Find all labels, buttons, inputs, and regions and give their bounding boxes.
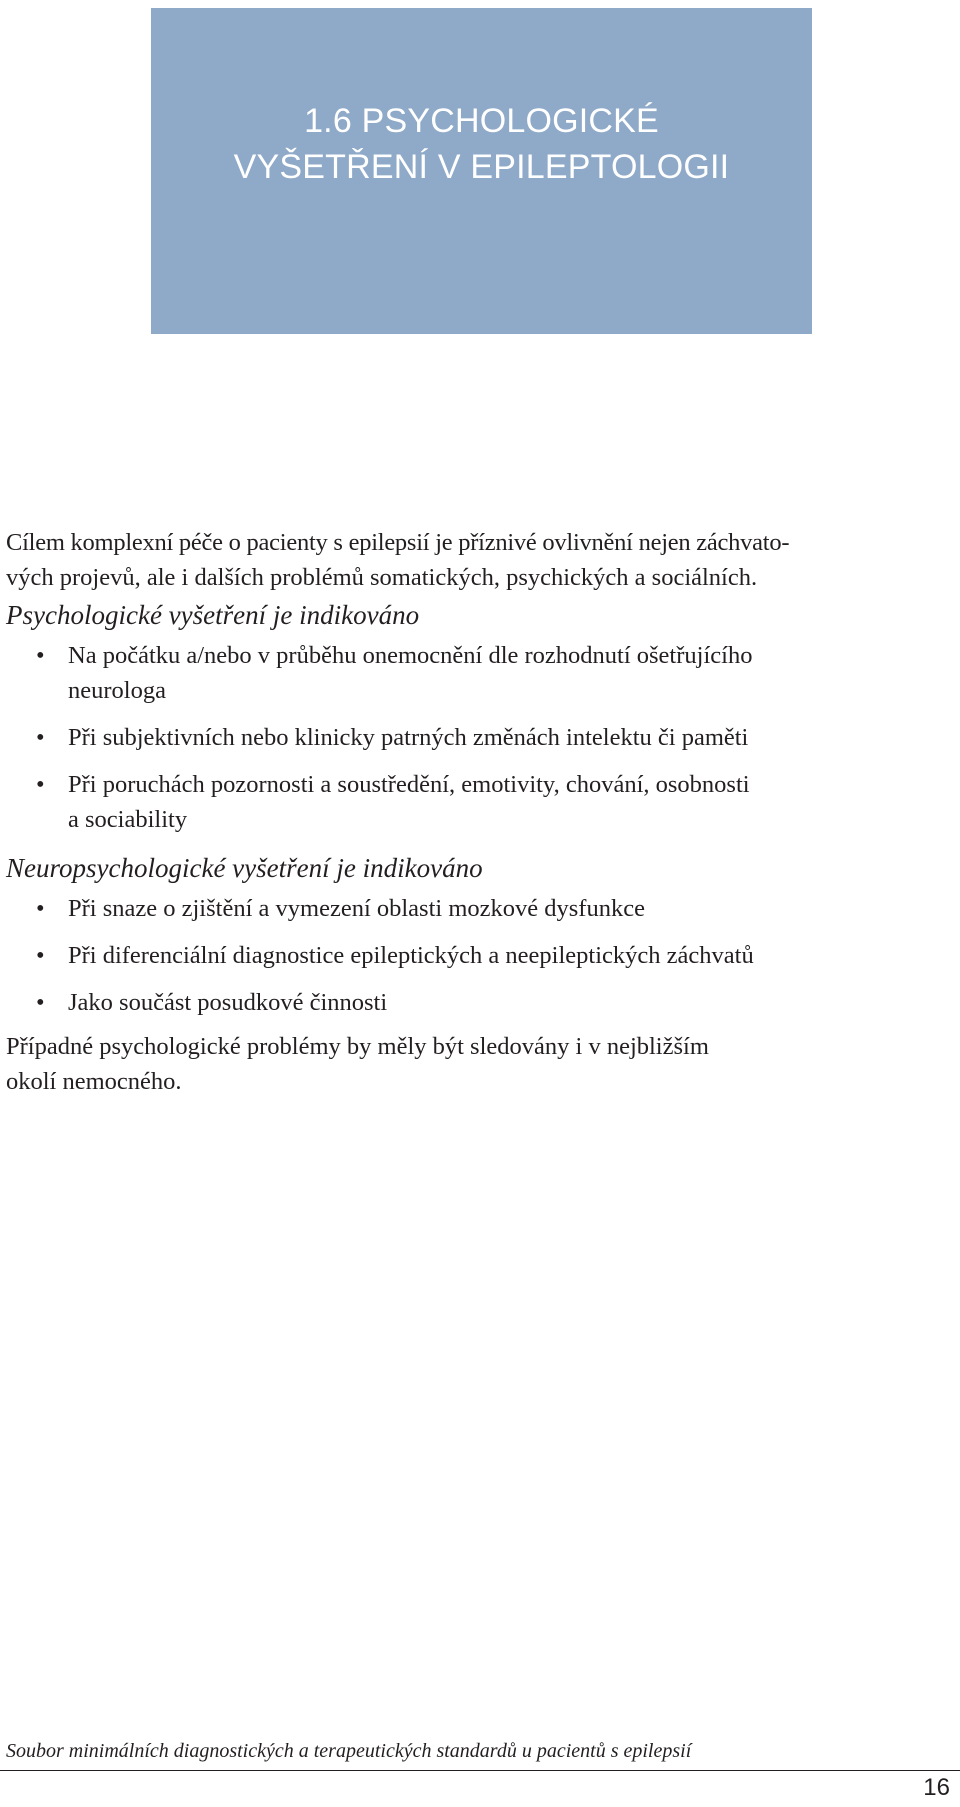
list-item-line: Při diferenciální diagnostice epileptických a neepileptických záchvatů <box>68 942 754 969</box>
list-item <box>6 985 954 1020</box>
list-item <box>6 720 954 755</box>
bullet-list-neuropsychological <box>6 891 954 1020</box>
list-item-line: Při poruchách pozornosti a soustředění, emotivity, chování, osobnosti <box>68 771 750 798</box>
list-item <box>6 891 954 926</box>
bullet-icon: • <box>36 724 45 751</box>
list-item-line: a sociability <box>68 806 188 833</box>
list-item <box>6 638 954 708</box>
footer-publication-title: Soubor minimálních diagnostických a terapeutických standardů u pacientů s epilepsií <box>6 1740 692 1762</box>
list-item-line: Jako součást posudkové činnosti <box>68 989 388 1016</box>
section-heading-psychological: Psychologické vyšetření je indikováno <box>6 600 420 630</box>
closing-paragraph <box>6 1029 954 1099</box>
bullet-icon: • <box>36 895 45 922</box>
intro-paragraph <box>6 525 954 595</box>
list-item-line: neurologa <box>68 677 166 704</box>
page-title-line-1: 1.6 PSYCHOLOGICKÉ <box>304 102 659 140</box>
page-title-line-2: VYŠETŘENÍ V EPILEPTOLOGII <box>233 148 730 186</box>
closing-line-2: okolí nemocného. <box>6 1068 182 1095</box>
title-box <box>151 8 812 334</box>
main-content <box>6 525 954 1099</box>
section-heading-neuropsychological: Neuropsychologické vyšetření je indikováno <box>6 853 483 883</box>
bullet-icon: • <box>36 989 45 1016</box>
page-number: 16 <box>923 1774 950 1801</box>
list-item <box>6 938 954 973</box>
list-item-line: Při subjektivních nebo klinicky patrných změnách intelektu či paměti <box>68 724 749 751</box>
bullet-list-psychological <box>6 638 954 837</box>
page-title <box>151 98 812 190</box>
bullet-icon: • <box>36 942 45 969</box>
list-item-line: Na počátku a/nebo v průběhu onemocnění dle rozhodnutí ošetřujícího <box>68 642 753 669</box>
list-item <box>6 767 954 837</box>
bullet-icon: • <box>36 642 45 669</box>
closing-line-1: Případné psychologické problémy by měly být sledovány i v nejbližším <box>6 1033 709 1060</box>
intro-line-2: vých projevů, ale i dalších problémů somatických, psychických a sociálních. <box>6 564 758 591</box>
bullet-icon: • <box>36 771 45 798</box>
footer-divider <box>0 1770 960 1771</box>
intro-line-1: Cílem komplexní péče o pacienty s epilepsií je příznivé ovlivnění nejen záchvato- <box>6 529 790 556</box>
list-item-line: Při snaze o zjištění a vymezení oblasti mozkové dysfunkce <box>68 895 645 922</box>
